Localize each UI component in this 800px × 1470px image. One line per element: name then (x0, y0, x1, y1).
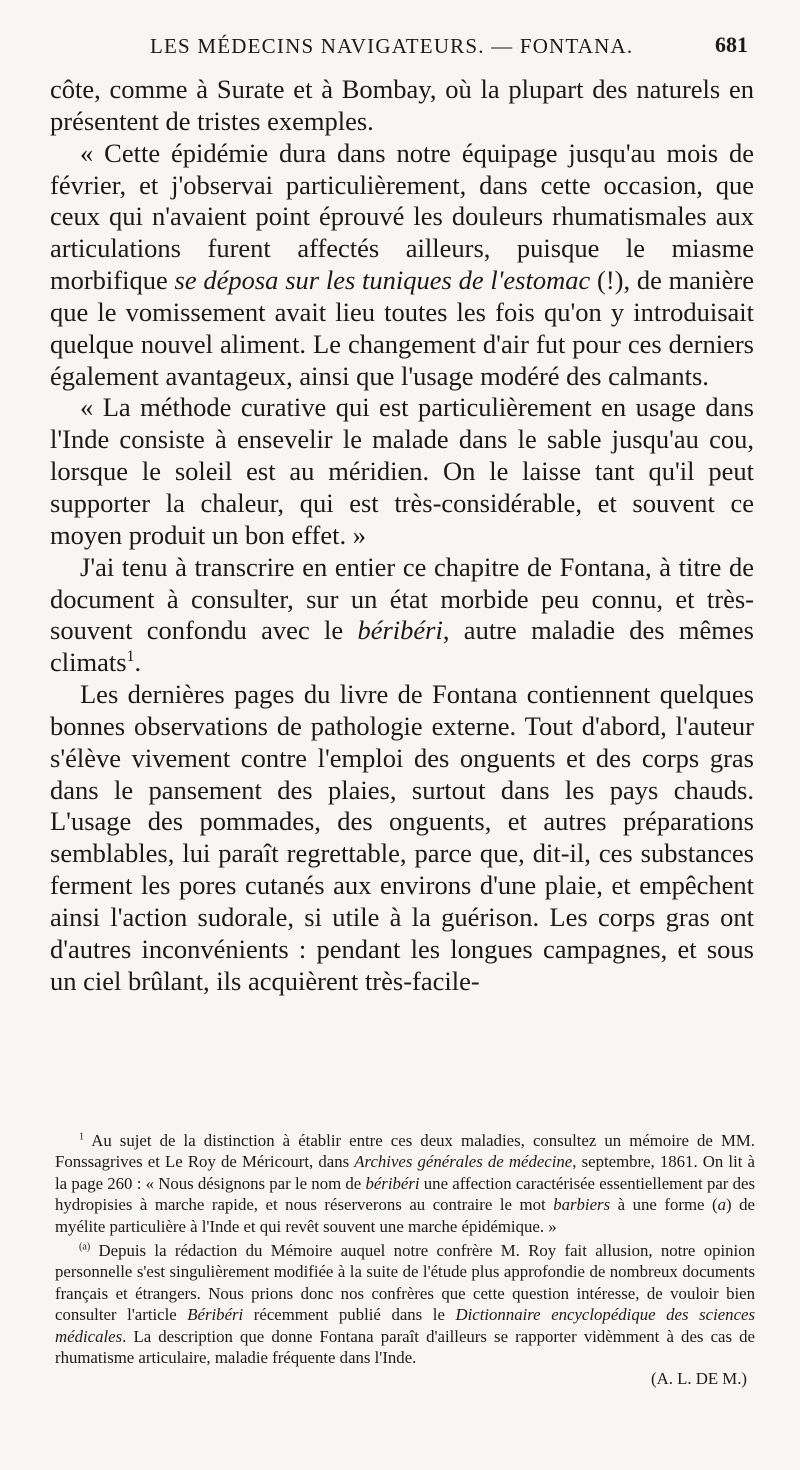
emphasis: a (717, 1195, 727, 1215)
footnote-signature: (A. L. DE M.) (650, 1369, 747, 1389)
paragraph-text: côte, comme à Surate et à Bombay, où la plupart des naturels en présentent de tristes exemples. (50, 74, 754, 136)
footnote-ref: 1 (126, 648, 135, 666)
footnote-text: récemment publié dans le (243, 1305, 456, 1325)
footnote-text: , septembre, 1861. On lit à la page 260 : « Nous désignons par le nom de (55, 1152, 756, 1193)
emphasis: béribéri (357, 615, 443, 646)
paragraph (50, 138, 754, 393)
footnote-text: une affection caractérisée essentiellement par des hydropisies à marche rapide, et nous réserverons au contraire le mot (55, 1173, 755, 1215)
footnote-text: . La description que donne Fontana paraît d'ailleurs se rapporter vidèmment à des cas de rhumatisme articulaire, maladie fréquente dans l'Inde. (55, 1326, 755, 1368)
footnote-mark: (a) (79, 1241, 91, 1253)
footnote-2 (55, 1240, 755, 1390)
footnotes (55, 1130, 755, 1390)
footnote-text: ) de myélite particulière à l'Inde et qui revêt souvent une marche épidémique. » (55, 1195, 756, 1236)
paragraph-text: . (134, 647, 142, 678)
paragraph-text: « La méthode curative qui est particulièrement en usage dans l'Inde consiste à ensevelir le malade dans le sable jusqu'au cou, lorsque le soleil est au méridien. On le laisse tant qu'il peut supporter la chaleur, qui est très-considérable, et souvent ce moyen produit un bon effet. » (50, 392, 754, 550)
paragraph-text: Les dernières pages du livre de Fontana contiennent quelques bonnes observations de pathologie externe. Tout d'abord, l'auteur s'élève vivement contre l'emploi des onguents et des corps gras dans le pansement des plaies, surtout dans les pays chauds. L'usage des pommades, des onguents, et autres préparations semblables, lui paraît regrettable, parce que, dit-il, ces substances ferment les pores cutanés aux environs d'une plaie, et empêchent ainsi l'action sudorale, si utile à la guérison. Les corps gras ont d'autres inconvénients : pendant les longues campagnes, et sous un ciel brûlant, ils acquièrent très-facile- (50, 679, 754, 996)
page-number: 681 (715, 32, 748, 57)
paragraph-text: , autre maladie des mêmes climats (50, 615, 754, 678)
paragraph-text: J'ai tenu à transcrire en entier ce chapitre de Fontana, à titre de document à consulter, sur un état morbide peu connu, et très-souvent confondu avec le (50, 551, 754, 646)
footnote-text: Au sujet de la distinction à établir entre ces deux maladies, consultez un mémoire de MM. Fonssagrives et Le Roy de Méricourt, dans (55, 1131, 755, 1172)
running-title: LES MÉDECINS NAVIGATEURS. — FONTANA. (150, 34, 634, 58)
paragraph (50, 552, 754, 679)
emphasis: Dictionnaire encyclopédique des sciences médicales (55, 1305, 755, 1346)
emphasis: béribéri (365, 1173, 420, 1193)
emphasis: barbiers (553, 1195, 611, 1215)
emphasis: Béribéri (187, 1305, 244, 1325)
emphasis: Archives générales de médecine (354, 1152, 573, 1172)
footnote-text: à une forme ( (610, 1195, 718, 1215)
paragraph-text: (!), de manière que le vomissement avait lieu toutes les fois qu'on y introduisait quelque nouvel aliment. Le changement d'air fut pour ces derniers également avantageux, ainsi que l'usage modéré des calmants. (50, 265, 754, 391)
paragraph (50, 679, 754, 997)
emphasis: se déposa sur les tuniques de l'estomac (174, 265, 591, 296)
footnote-1 (55, 1130, 755, 1237)
paragraph (50, 392, 754, 551)
paragraph-text: « Cette épidémie dura dans notre équipage jusqu'au mois de février, et j'observai particulièrement, dans cette occasion, que ceux qui n'avaient point éprouvé les douleurs rhumatismales aux articulations furent affectés ailleurs, puisque le miasme morbifique (50, 137, 754, 296)
main-text (50, 74, 754, 997)
footnote-text: Depuis la rédaction du Mémoire auquel notre confrère M. Roy fait allusion, notre opinion personnelle s'est singulièrement modifiée à la suite de l'étude plus approfondie de nombreux documents français et étrangers. Nous prions donc nos confrères que cette question intéresse, de vouloir bien consulter l'article (55, 1241, 755, 1325)
footnote-mark: 1 (79, 1131, 85, 1143)
paragraph (50, 74, 754, 138)
